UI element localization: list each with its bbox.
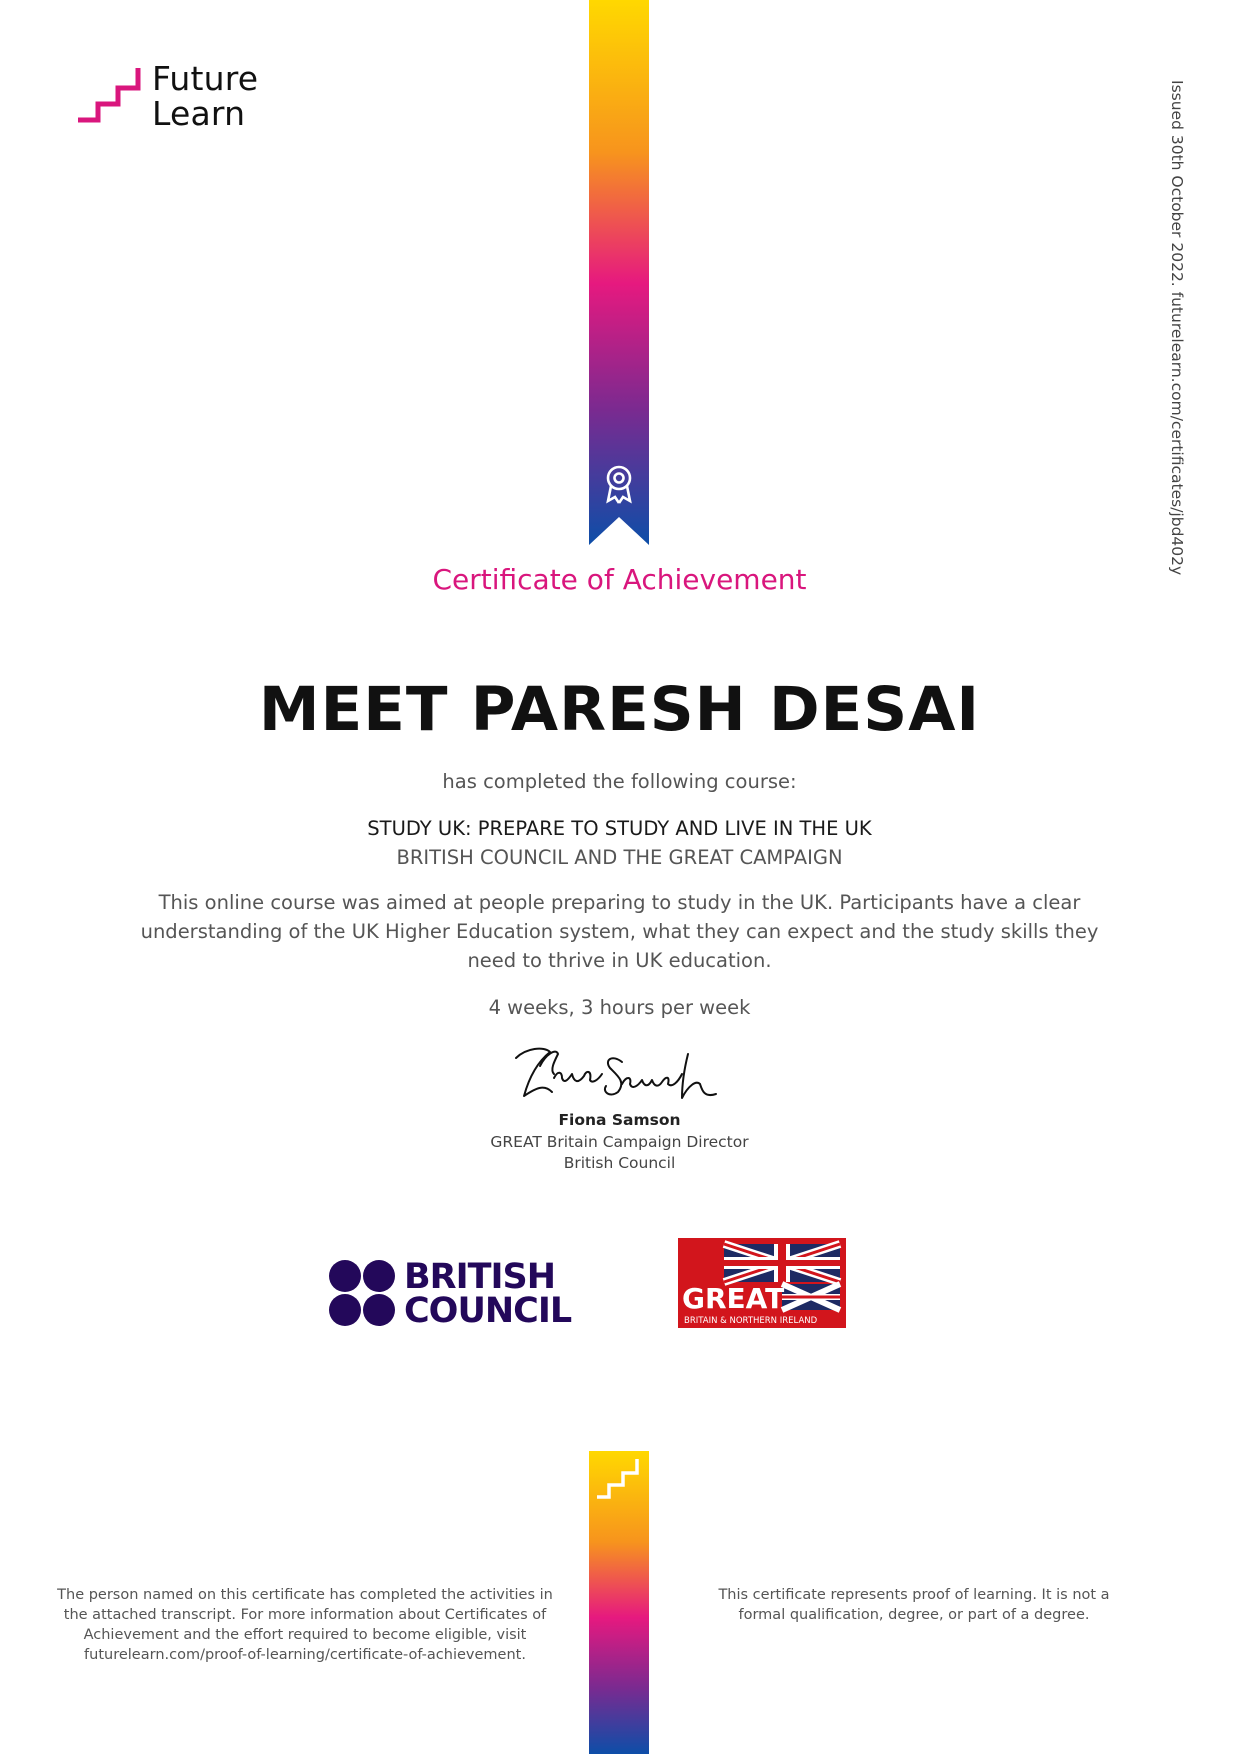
bottom-ribbon bbox=[589, 1451, 649, 1754]
logo-line-learn: Learn bbox=[152, 94, 246, 133]
british-council-dots-icon bbox=[328, 1259, 396, 1327]
signature-image bbox=[510, 1040, 730, 1108]
course-organisation: BRITISH COUNCIL AND THE GREAT CAMPAIGN bbox=[396, 846, 843, 869]
great-britain-logo bbox=[678, 1238, 846, 1328]
british-council-line1: BRITISH bbox=[404, 1257, 556, 1297]
certificate-title: Certificate of Achievement bbox=[432, 563, 807, 596]
learner-name: MEET PARESH DESAI bbox=[258, 674, 981, 745]
footer-right-note: This certificate represents proof of learning. It is not a formal qualification, degree, or part of a degree. bbox=[718, 1587, 1110, 1623]
signatory-organisation: British Council bbox=[563, 1154, 676, 1172]
signatory-name: Fiona Samson bbox=[558, 1111, 681, 1129]
course-duration: 4 weeks, 3 hours per week bbox=[488, 996, 751, 1019]
signatory-role: GREAT Britain Campaign Director bbox=[490, 1133, 749, 1151]
top-ribbon bbox=[589, 0, 649, 545]
futurelearn-steps-icon bbox=[76, 64, 146, 124]
great-word: GREAT bbox=[682, 1282, 785, 1315]
great-subtitle: BRITAIN & NORTHERN IRELAND bbox=[684, 1316, 818, 1326]
course-title: STUDY UK: PREPARE TO STUDY AND LIVE IN THE UK bbox=[367, 817, 872, 840]
british-council-line2: COUNCIL bbox=[404, 1291, 572, 1331]
futurelearn-logo bbox=[72, 56, 272, 136]
issued-date-and-url: Issued 30th October 2022. futurelearn.com/certificates/jbd402y bbox=[1168, 80, 1186, 576]
course-description: This online course was aimed at people preparing to study in the UK. Participants have a clear understanding of the UK Higher Education system, what they can expect and the study skills they need to thrive in UK education. bbox=[140, 891, 1099, 972]
british-council-logo bbox=[328, 1257, 572, 1331]
completed-statement: has completed the following course: bbox=[442, 770, 797, 793]
footer-left-note: The person named on this certificate has completed the activities in the attached transcript. For more information about Certificates of Achievement and the effort required to become eligible, visit futurelearn.com/proof-of-learning/certificate-of-achievement. bbox=[57, 1587, 553, 1663]
logo-line-future: Future bbox=[152, 59, 259, 98]
